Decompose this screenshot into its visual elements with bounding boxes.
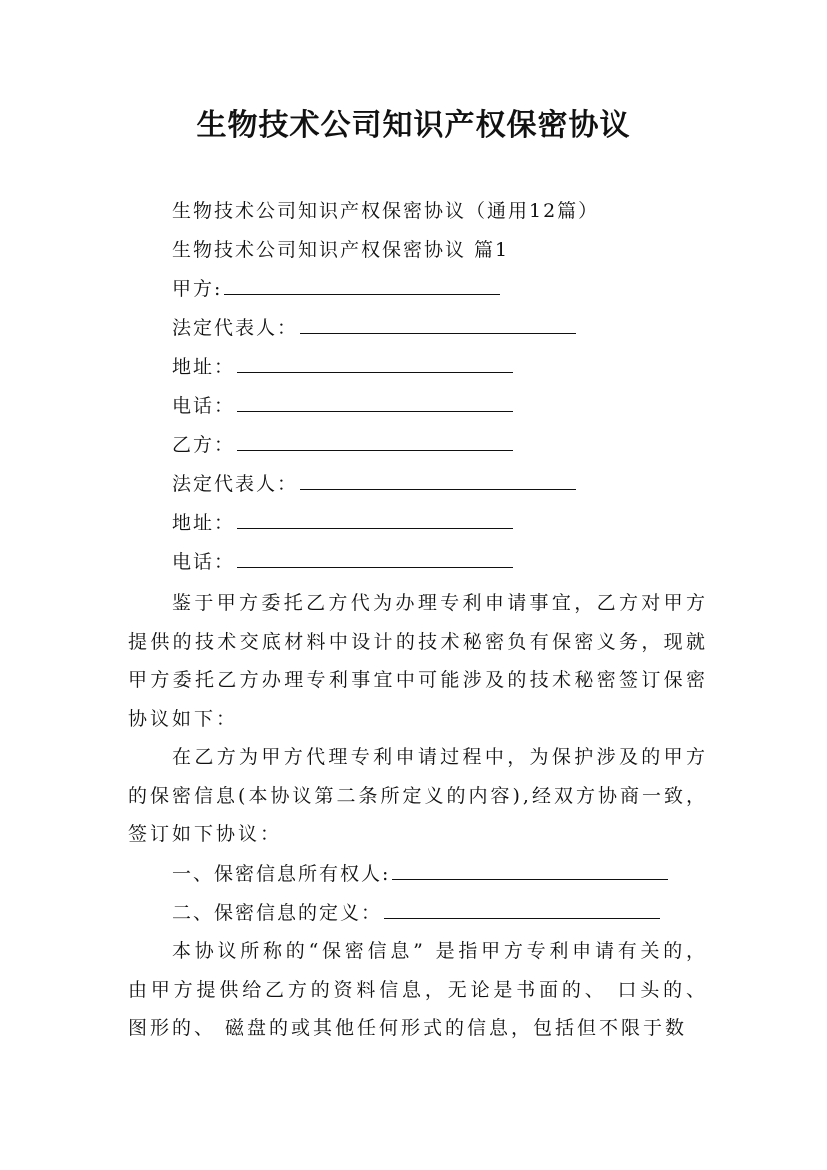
party-b-address-field [172, 509, 513, 537]
party-b-address-label: 地址： [172, 512, 236, 534]
party-b-representative-blank [300, 471, 576, 490]
party-a-phone-label: 电话： [172, 395, 236, 417]
paragraph-definition: 本协议所称的“保密信息” 是指甲方专利申请有关的，由甲方提供给乙方的资料信息，无论是书面的、 口头的、图形的、 磁盘的或其他任何形式的信息，包括但不限于数 [128, 940, 708, 1039]
party-a-address-blank [237, 354, 513, 373]
party-b-field [172, 431, 513, 459]
party-a-representative-field [172, 314, 576, 342]
party-b-representative-label: 法定代表人： [172, 473, 299, 495]
clause-2-label: 二、保密信息的定义： [172, 902, 383, 924]
clause-1-owner [172, 860, 668, 888]
party-b-address-blank [237, 510, 513, 529]
clause-2-definition [172, 899, 660, 927]
party-b-label: 乙方： [172, 434, 236, 456]
party-b-representative-field [172, 470, 576, 498]
party-a-representative-label: 法定代表人： [172, 317, 299, 339]
paragraph-agreement-intro: 在乙方为甲方代理专利申请过程中，为保护涉及的甲方的保密信息(本协议第二条所定义的内容),经双方协商一致，签订如下协议： [128, 746, 708, 845]
party-a-label: 甲方: [172, 278, 223, 300]
party-a-phone-field [172, 392, 513, 420]
party-a-representative-blank [300, 315, 576, 334]
party-a-blank [224, 276, 500, 295]
document-title: 生物技术公司知识产权保密协议 [196, 108, 631, 143]
party-b-blank [237, 432, 513, 451]
clause-1-blank [392, 861, 668, 880]
party-a-field [172, 275, 500, 303]
document-subtitle: 生物技术公司知识产权保密协议（通用12篇） [172, 200, 600, 222]
party-b-phone-field [172, 548, 513, 576]
party-a-address-field [172, 353, 513, 381]
section-heading: 生物技术公司知识产权保密协议 篇1 [172, 239, 510, 261]
party-a-phone-blank [237, 393, 513, 412]
party-a-address-label: 地址： [172, 356, 236, 378]
clause-2-blank [384, 900, 660, 919]
paragraph-preamble: 鉴于甲方委托乙方代为办理专利申请事宜，乙方对甲方提供的技术交底材料中设计的技术秘密负有保密义务，现就甲方委托乙方办理专利事宜中可能涉及的技术秘密签订保密协议如下： [128, 592, 708, 730]
party-b-phone-blank [237, 549, 513, 568]
party-b-phone-label: 电话： [172, 551, 236, 573]
clause-1-label: 一、保密信息所有权人: [172, 863, 391, 885]
